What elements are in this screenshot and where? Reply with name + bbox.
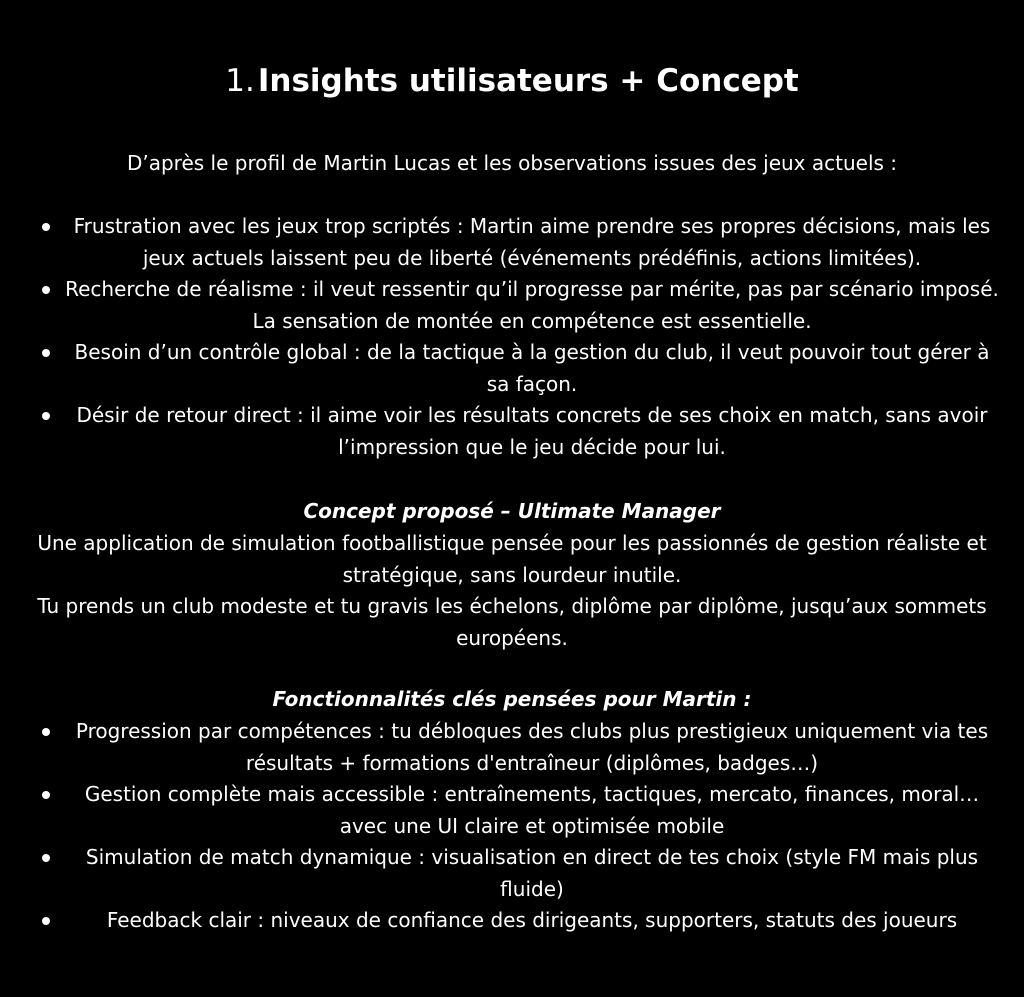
section-title: Insights utilisateurs + Concept [257,63,799,99]
list-item [0,779,1024,842]
bullet-icon [42,854,50,862]
list-item-text: Gestion complète mais accessible : entraînements, tactiques, mercato, finances, moral… avec une UI claire et optimisée mobile [84,782,980,838]
features-heading: Fonctionnalités clés pensées pour Martin : [272,687,752,711]
intro-text: D’après le profil de Martin Lucas et les observations issues des jeux actuels : [126,151,898,175]
list-item [0,905,1024,937]
list-item-text: Feedback clair : niveaux de confiance des dirigeants, supporters, statuts des joueurs [106,908,958,932]
bullet-icon [42,349,50,357]
page-title [0,58,1024,104]
list-item [0,274,1024,337]
insights-list [0,211,1024,463]
list-item [0,400,1024,463]
list-item-text: Besoin d’un contrôle global : de la tactique à la gestion du club, il veut pouvoir tout gérer à sa façon. [74,340,990,396]
section-number: 1. [225,63,255,99]
bullet-icon [42,412,50,420]
list-item-text: Désir de retour direct : il aime voir les résultats concrets de ses choix en match, sans avoir l’impression que le jeu décide pour lui. [76,403,988,459]
bullet-icon [42,791,50,799]
list-item [0,842,1024,905]
list-item-text: Recherche de réalisme : il veut ressentir qu’il progresse par mérite, pas par scénario imposé. La sensation de montée en compétence est essentielle. [65,277,999,333]
concept-heading: Concept proposé – Ultimate Manager [303,499,721,523]
list-item-text: Simulation de match dynamique : visualisation en direct de tes choix (style FM mais plus fluide) [85,845,979,901]
list-item [0,337,1024,400]
concept-line-1: Une application de simulation footballistique pensée pour les passionnés de gestion réaliste et stratégique, sans lourdeur inutile. [37,531,987,587]
bullet-icon [42,917,50,925]
list-item [0,716,1024,779]
bullet-icon [42,286,50,294]
bullet-icon [42,728,50,736]
features-list [0,716,1024,937]
bullet-icon [42,223,50,231]
list-item-text: Progression par compétences : tu débloques des clubs plus prestigieux uniquement via tes résultats + formations d'entraîneur (diplômes, badges…) [75,719,989,775]
list-item-text: Frustration avec les jeux trop scriptés : Martin aime prendre ses propres décisions, mais les jeux actuels laissent peu de liberté (événements prédéfinis, actions limitées). [73,214,991,270]
list-item [0,211,1024,274]
concept-line-2: Tu prends un club modeste et tu gravis les échelons, diplôme par diplôme, jusqu’aux sommets européens. [37,594,987,650]
concept-description [14,528,1010,654]
